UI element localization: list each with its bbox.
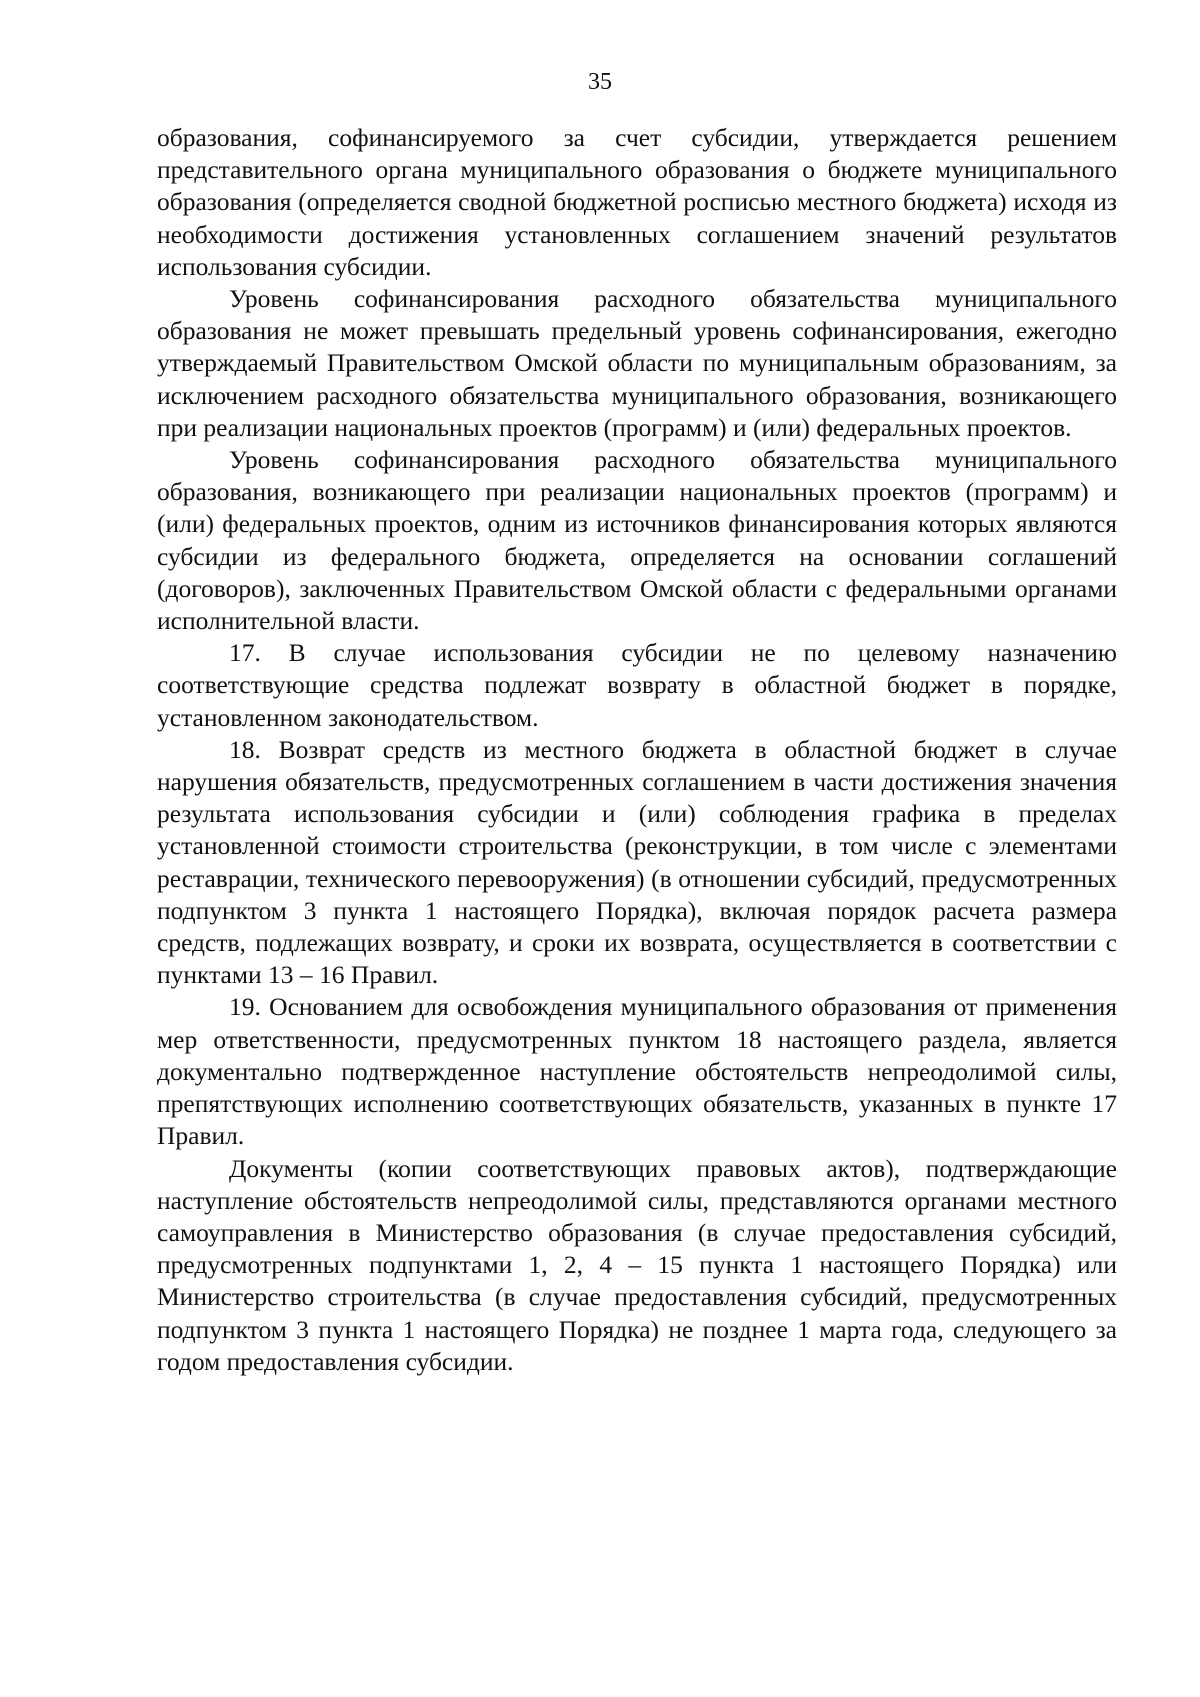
paragraph-continuation: образования, софинансируемого за счет субсидии, утверждается решением представительного органа муниципального образования о бюджете муниципального образования (определяется сводной бюджетной росписью местного бюджета) исходя из необходимости достижения установленных соглашением значений результатов использования субсидии. (157, 123, 1117, 281)
paragraph-item-17: 17. В случае использования субсидии не по целевому назначению соответствующие средства подлежат возврату в областной бюджет в порядке, установленном законодательством. (157, 638, 1117, 732)
paragraph-item-18: 18. Возврат средств из местного бюджета в областной бюджет в случае нарушения обязательств, предусмотренных соглашением в части достижения значения результата использования субсидии и (или) соблюдения графика в пределах установленной стоимости строительства (реконструкции, в том числе с элементами реставрации, технического перевооружения) (в отношении субсидий, предусмотренных подпунктом 3 пункта 1 настоящего Порядка), включая порядок расчета размера средств, подлежащих возврату, и сроки их возврата, осуществляется в соответствии с пунктами 13 – 16 Правил. (157, 734, 1117, 990)
page-number: 35 (588, 69, 612, 95)
document-body (157, 122, 1117, 1378)
paragraph-national-projects: Уровень софинансирования расходного обязательства муниципального образования, возникающего при реализации национальных проектов (программ) и (или) федеральных проектов, одним из источников финансирования которых являются субсидии из федерального бюджета, определяется на основании соглашений (договоров), заключенных Правительством Омской области с федеральными органами исполнительной власти. (157, 445, 1117, 636)
paragraph-documents: Документы (копии соответствующих правовых актов), подтверждающие наступление обстоятельств непреодолимой силы, представляются органами местного самоуправления в Министерство образования (в случае предоставления субсидий, предусмотренных подпунктами 1, 2, 4 – 15 пункта 1 настоящего Порядка) или Министерство строительства (в случае предоставления субсидий, предусмотренных подпунктом 3 пункта 1 настоящего Порядка) не позднее 1 марта года, следующего за годом предоставления субсидии. (157, 1153, 1117, 1376)
paragraph-item-19: 19. Основанием для освобождения муниципального образования от применения мер ответственности, предусмотренных пунктом 18 настоящего раздела, является документально подтвержденное наступление обстоятельств непреодолимой силы, препятствующих исполнению соответствующих обязательств, указанных в пункте 17 Правил. (157, 992, 1117, 1151)
paragraph-cofinancing-limit: Уровень софинансирования расходного обязательства муниципального образования не может превышать предельный уровень софинансирования, ежегодно утверждаемый Правительством Омской области по муниципальным образованиям, за исключением расходного обязательства муниципального образования, возникающего при реализации национальных проектов (программ) и (или) федеральных проектов. (157, 284, 1117, 442)
